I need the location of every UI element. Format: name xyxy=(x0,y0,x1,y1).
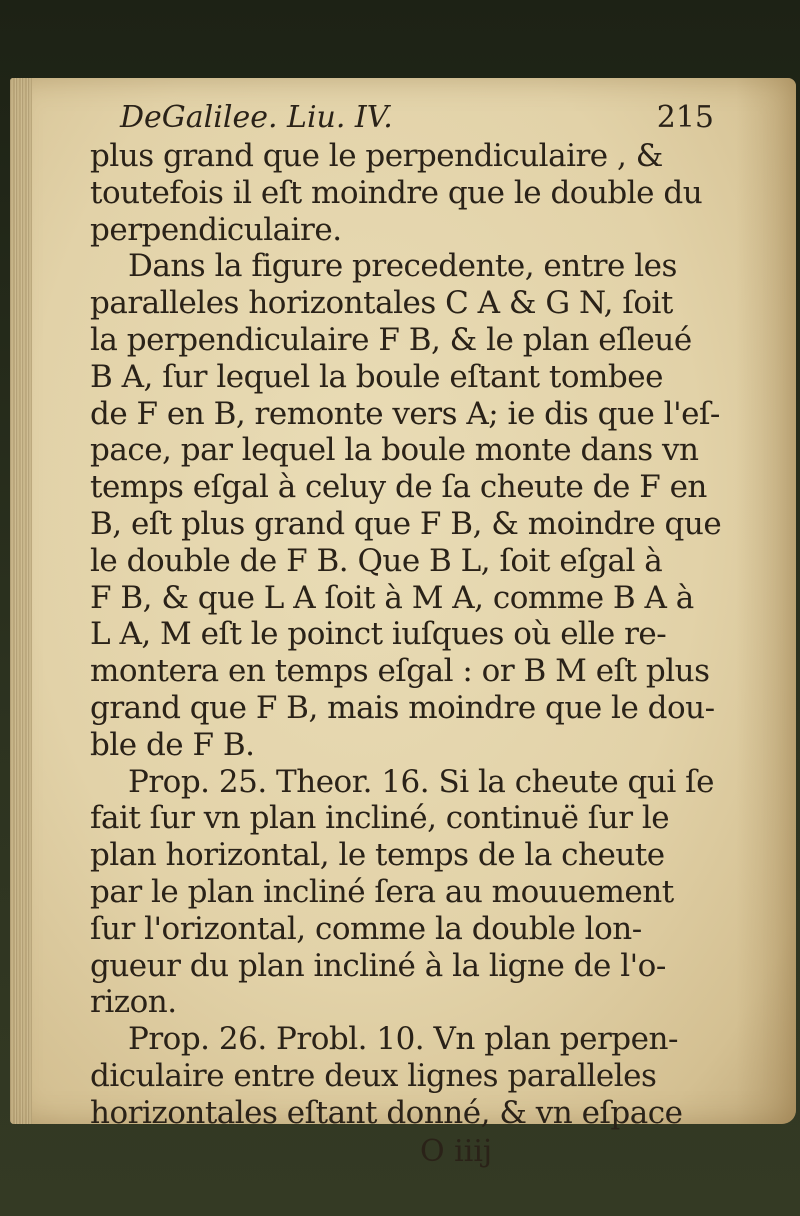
page-stack-edge xyxy=(10,78,32,1124)
text-line: de F en B, remonte vers A; ie dis que l'eſ- xyxy=(90,395,720,432)
page-text xyxy=(90,100,730,1174)
text-line: F B, & que L A ſoit à M A, comme B A à xyxy=(90,579,694,616)
text-line: grand que F B, mais moindre que le dou- xyxy=(90,689,715,726)
text-line: B A, ſur lequel la boule eſtant tombee xyxy=(90,358,663,395)
page-number: 215 xyxy=(656,100,714,135)
text-line: perpendiculaire. xyxy=(90,211,342,248)
text-line: toutefois il eſt moindre que le double du xyxy=(90,174,703,211)
text-line: paralleles horizontales C A & G N, ſoit xyxy=(90,285,673,322)
text-line: la perpendiculaire F B, & le plan eſleué xyxy=(90,321,692,358)
text-line: gueur du plan incliné à la ligne de l'o- xyxy=(90,947,666,984)
signature-mark: O iiij xyxy=(420,1133,493,1169)
text-line: rizon. xyxy=(90,984,177,1021)
text-line: ble de F B. xyxy=(90,726,255,763)
text-line: le double de F B. Que B L, ſoit eſgal à xyxy=(90,542,663,579)
text-line: plus grand que le perpendiculaire , & xyxy=(90,138,663,174)
page-gutter-shadow xyxy=(736,78,796,1124)
text-line: B, eſt plus grand que F B, & moindre que xyxy=(90,505,722,542)
page-footer xyxy=(90,1134,730,1174)
text-line: L A, M eſt le poinct iuſques où elle re- xyxy=(90,616,667,653)
text-line: Prop. 25. Theor. 16. Si la cheute qui ſe xyxy=(128,763,714,800)
text-line: horizontales eſtant donné, & vn eſpace xyxy=(90,1094,683,1131)
running-head: DeGalilee. Liu. IV. xyxy=(120,100,393,135)
text-line: plan horizontal, le temps de la cheute xyxy=(90,837,665,874)
text-line: Dans la figure precedente, entre les xyxy=(128,248,677,285)
text-line: par le plan incliné ſera au mouuement xyxy=(90,873,674,910)
text-line: montera en temps eſgal : or B M eſt plus xyxy=(90,653,710,690)
book-page xyxy=(10,78,796,1169)
text-line: diculaire entre deux lignes paralleles xyxy=(90,1057,657,1094)
text-line: fait ſur vn plan incliné, continuë ſur le xyxy=(90,800,670,837)
text-line: Prop. 26. Probl. 10. Vn plan perpen- xyxy=(128,1021,678,1058)
text-line: ſur l'orizontal, comme la double lon- xyxy=(90,910,642,947)
page-header xyxy=(90,100,730,138)
text-line: temps eſgal à celuy de ſa cheute de F en xyxy=(90,469,707,506)
text-line: pace, par lequel la boule monte dans vn xyxy=(90,432,699,469)
